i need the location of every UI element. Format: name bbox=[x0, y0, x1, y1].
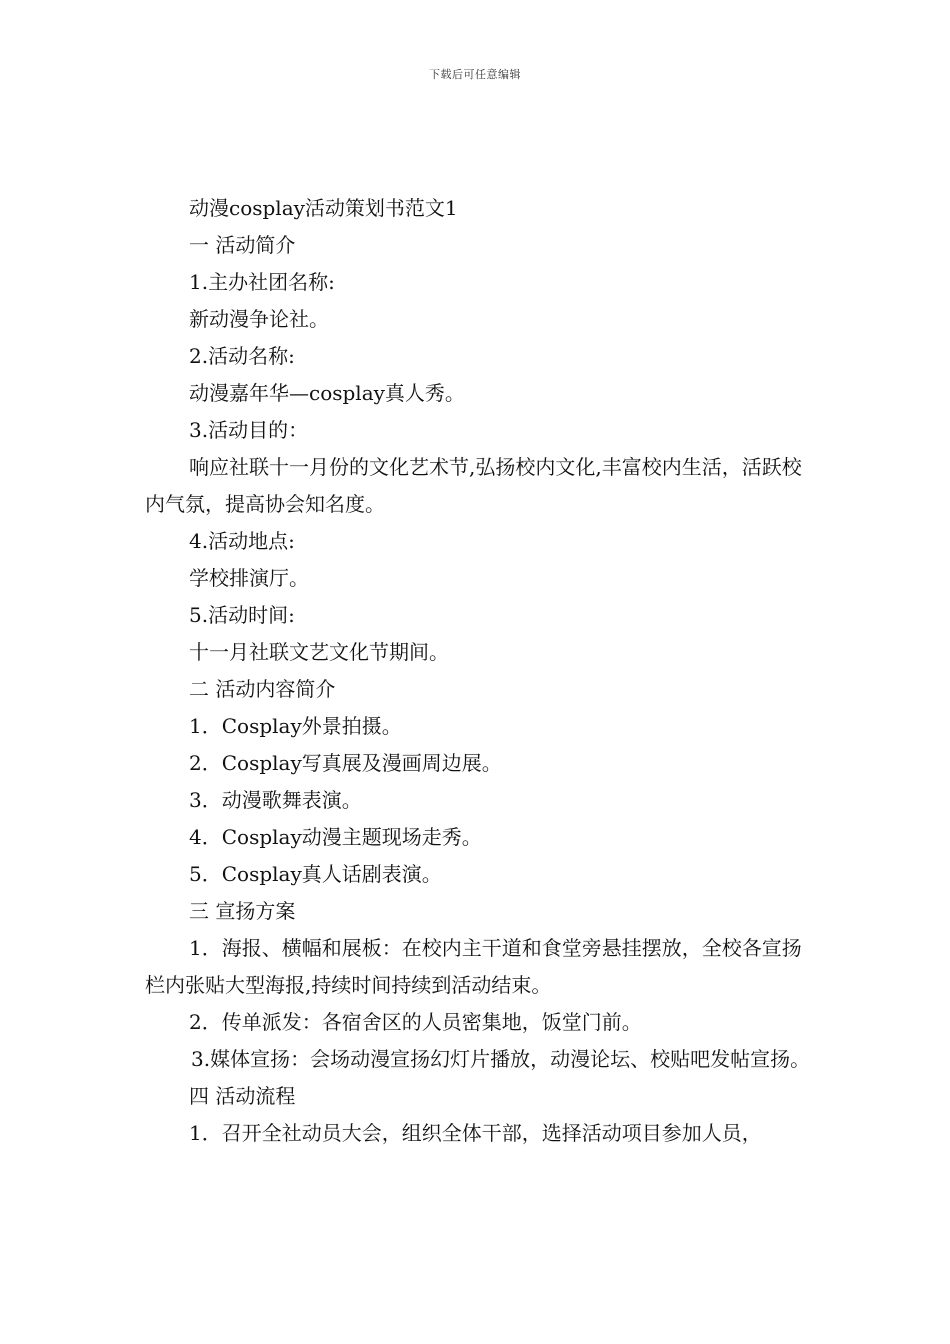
list-item: 2．传单派发：各宿舍区的人员密集地，饭堂门前。 bbox=[189, 1010, 642, 1034]
paragraph: 3.活动目的： bbox=[189, 418, 309, 442]
list-item: 2．Cosplay写真展及漫画周边展。 bbox=[189, 751, 502, 775]
list-item: 4．Cosplay动漫主题现场走秀。 bbox=[189, 825, 482, 849]
paragraph: 新动漫争论社。 bbox=[189, 307, 329, 331]
list-item: 1．召开全社动员大会，组织全体干部，选择活动项目参加人员， bbox=[189, 1121, 762, 1145]
section-heading-intro: 一 活动简介 bbox=[189, 233, 296, 257]
paragraph: 2.活动名称: bbox=[189, 344, 295, 368]
section-heading-promotion: 三 宣扬方案 bbox=[189, 899, 296, 923]
paragraph: 5.活动时间: bbox=[189, 603, 295, 627]
document-body bbox=[145, 190, 815, 1152]
page-header-note: 下载后可任意编辑 bbox=[429, 68, 521, 81]
section-heading-process: 四 活动流程 bbox=[189, 1084, 296, 1108]
paragraph: 十一月社联文艺文化节期间。 bbox=[189, 640, 449, 664]
section-heading-content: 二 活动内容简介 bbox=[189, 677, 336, 701]
paragraph: 1.主办社团名称: bbox=[189, 270, 335, 294]
list-item: 3．动漫歌舞表演。 bbox=[189, 788, 362, 812]
list-item: 5．Cosplay真人话剧表演。 bbox=[189, 862, 442, 886]
list-item: 1．Cosplay外景拍摄。 bbox=[189, 714, 402, 738]
document-title: 动漫cosplay活动策划书范文1 bbox=[189, 196, 458, 220]
paragraph: 动漫嘉年华—cosplay真人秀。 bbox=[189, 381, 465, 405]
paragraph: 4.活动地点: bbox=[189, 529, 295, 553]
paragraph: 学校排演厅。 bbox=[189, 566, 309, 590]
paragraph: 响应社联十一月份的文化艺术节,弘扬校内文化,丰富校内生活，活跃校内气氛，提高协会知名度。 bbox=[145, 455, 802, 516]
list-item: 3.媒体宣扬：会场动漫宣扬幻灯片播放，动漫论坛、校贴吧发帖宣扬。 bbox=[191, 1047, 811, 1071]
list-item: 1．海报、横幅和展板：在校内主干道和食堂旁悬挂摆放，全校各宣扬栏内张贴大型海报,持续时间持续到活动结束。 bbox=[145, 936, 802, 997]
